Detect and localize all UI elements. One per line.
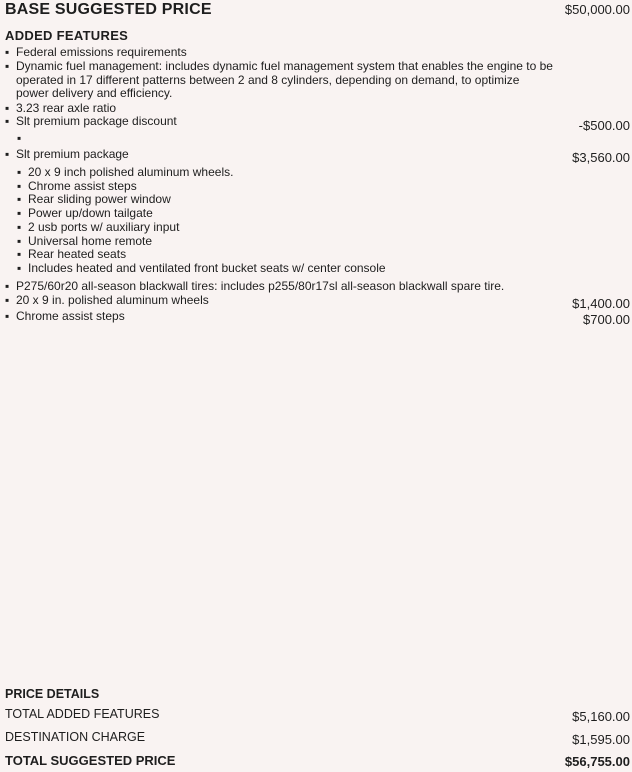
feature-price: -$500.00 — [578, 118, 630, 133]
total-suggested-price-value: $56,755.00 — [564, 754, 630, 769]
total-added-features-label: TOTAL ADDED FEATURES — [5, 707, 160, 721]
bullet-icon: ▪ — [17, 206, 22, 221]
bullet-icon: ▪ — [17, 247, 22, 262]
bullet-icon: ▪ — [5, 45, 10, 59]
bullet-icon: ▪ — [5, 309, 10, 323]
price-details-heading: PRICE DETAILS — [5, 687, 100, 701]
bullet-icon: ▪ — [5, 279, 10, 293]
base-price-label: BASE SUGGESTED PRICE — [5, 1, 212, 18]
package-sub-item: ▪ 2 usb ports w/ auxiliary input — [17, 219, 180, 234]
feature-item: ▪ P275/60r20 all-season blackwall tires: includes p255/80r17sl all-season blackwall spare tire. — [5, 279, 505, 293]
bullet-icon: ▪ — [17, 260, 22, 275]
package-sub-item: ▪ Power up/down tailgate — [17, 206, 153, 221]
bullet-icon: ▪ — [17, 131, 22, 145]
destination-charge-label: DESTINATION CHARGE — [5, 730, 146, 744]
bullet-icon: ▪ — [5, 101, 10, 115]
bullet-icon: ▪ — [17, 165, 22, 179]
feature-price: $700.00 — [583, 312, 630, 327]
package-sub-item: ▪ Chrome assist steps — [17, 178, 137, 193]
feature-item: ▪ Chrome assist steps — [5, 309, 125, 323]
bullet-icon: ▪ — [5, 293, 10, 307]
feature-item: ▪ 20 x 9 in. polished aluminum wheels — [5, 293, 209, 307]
feature-item: ▪ Slt premium package — [5, 147, 129, 161]
package-sub-item: ▪ Universal home remote — [17, 233, 153, 248]
feature-price: $1,400.00 — [572, 296, 630, 311]
bullet-icon: ▪ — [5, 147, 10, 161]
feature-price: $3,560.00 — [572, 150, 630, 165]
feature-item: ▪ Dynamic fuel management: includes dynamic fuel management system that enables the engine to be operated in 17 different patterns between 2 and 8 cylinders, depending on demand, to optimize power delivery and efficiency. — [5, 59, 553, 101]
bullet-icon: ▪ — [17, 178, 22, 193]
package-sub-item: ▪ Includes heated and ventilated front bucket seats w/ center console — [17, 260, 386, 275]
bullet-icon: ▪ — [17, 233, 22, 248]
added-features-heading: ADDED FEATURES — [5, 28, 129, 43]
package-sub-item: ▪ 20 x 9 inch polished aluminum wheels. — [17, 165, 234, 179]
feature-item: ▪ Federal emissions requirements — [5, 45, 187, 59]
package-sub-item: ▪ Rear heated seats — [17, 247, 127, 262]
bullet-icon: ▪ — [5, 59, 10, 73]
bullet-icon: ▪ — [17, 219, 22, 234]
feature-item: ▪ Slt premium package discount — [5, 114, 177, 128]
feature-item: ▪ 3.23 rear axle ratio — [5, 101, 117, 115]
total-suggested-price-label: TOTAL SUGGESTED PRICE — [5, 753, 176, 768]
bullet-icon: ▪ — [17, 192, 22, 207]
base-price-value: $50,000.00 — [564, 2, 630, 17]
bullet-icon: ▪ — [5, 114, 10, 128]
destination-charge-value: $1,595.00 — [572, 732, 630, 747]
package-sub-item: ▪ Rear sliding power window — [17, 192, 171, 207]
total-added-features-value: $5,160.00 — [572, 709, 630, 724]
